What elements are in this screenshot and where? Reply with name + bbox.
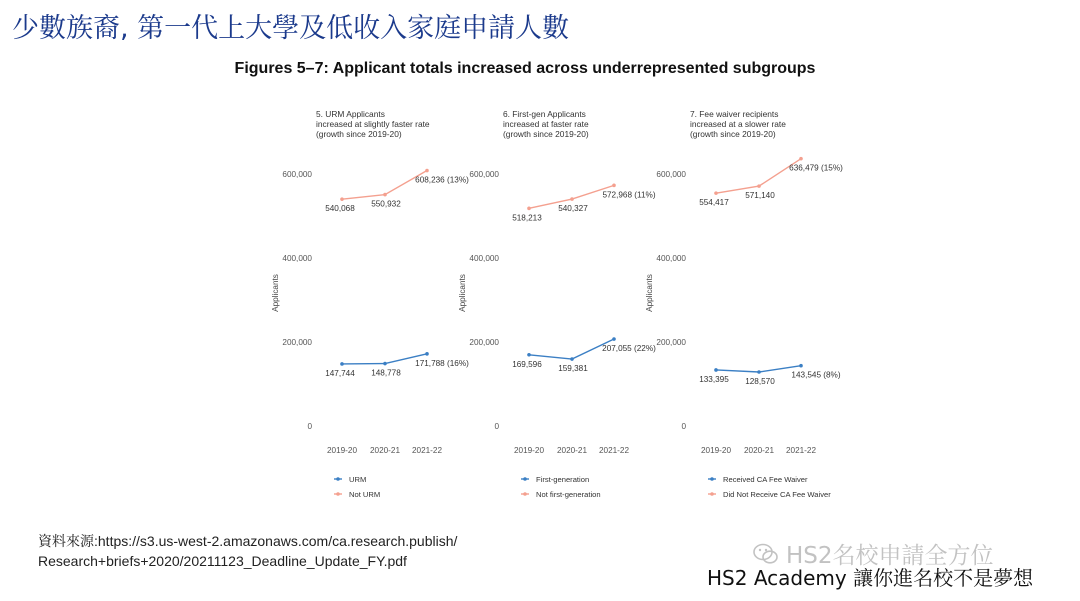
legend-label: Not URM <box>349 490 381 499</box>
data-point <box>340 362 344 366</box>
data-label: 148,778 <box>371 368 401 378</box>
source-citation <box>38 531 457 571</box>
data-point <box>425 169 429 173</box>
slide-title: 少數族裔, 第一代上大學及低收入家庭申請人數 <box>12 13 570 44</box>
y-tick-label: 200,000 <box>282 338 312 347</box>
panel-title-line: (growth since 2019-20) <box>503 129 589 139</box>
data-point <box>612 337 616 341</box>
figure-title: Figures 5–7: Applicant totals increased across underrepresented subgroups <box>234 60 816 77</box>
x-tick-label: 2020-21 <box>556 446 588 455</box>
data-point <box>383 193 387 197</box>
data-point <box>612 184 616 188</box>
source-line-1: 資料來源:https://s3.us-west-2.amazonaws.com/ca.research.publish/ <box>38 533 458 549</box>
legend-label: Received CA Fee Waiver <box>723 475 808 484</box>
legend-marker <box>710 477 714 481</box>
data-label: 171,788 (16%) <box>415 358 469 368</box>
data-point <box>799 364 803 368</box>
panel-title-line: 7. Fee waiver recipients <box>690 109 779 119</box>
x-tick-label: 2020-21 <box>369 446 401 455</box>
data-point <box>714 191 718 195</box>
y-tick-label: 600,000 <box>282 170 312 179</box>
y-tick-label: 400,000 <box>656 254 686 263</box>
y-tick-label: 0 <box>494 422 499 431</box>
legend-marker <box>523 477 527 481</box>
y-tick-label: 200,000 <box>656 338 686 347</box>
x-tick-label: 2020-21 <box>743 446 775 455</box>
y-axis-label: Applicants <box>271 274 280 312</box>
y-tick-label: 200,000 <box>469 338 499 347</box>
data-point <box>527 207 531 211</box>
y-tick-label: 0 <box>681 422 686 431</box>
source-line-2: Research+briefs+2020/20211123_Deadline_Update_FY.pdf <box>38 553 407 569</box>
data-label: 572,968 (11%) <box>602 190 656 200</box>
x-tick-label: 2019-20 <box>513 446 545 455</box>
x-tick-label: 2021-22 <box>411 446 443 455</box>
x-tick-label: 2019-20 <box>700 446 732 455</box>
x-tick-label: 2019-20 <box>326 446 358 455</box>
y-axis-label: Applicants <box>645 274 654 312</box>
data-label: 147,744 <box>325 368 355 378</box>
panel-title-line: 5. URM Applicants <box>316 109 385 119</box>
y-tick-label: 0 <box>307 422 312 431</box>
data-point <box>383 362 387 366</box>
panel-title-line: increased at faster rate <box>503 119 589 129</box>
data-point <box>425 352 429 356</box>
panel-title-line: 6. First-gen Applicants <box>503 109 586 119</box>
legend-label: Not first-generation <box>536 490 601 499</box>
y-axis-label: Applicants <box>458 274 467 312</box>
x-tick-label: 2021-22 <box>598 446 630 455</box>
data-label: 159,381 <box>558 364 588 374</box>
data-label: 608,236 (13%) <box>415 175 469 185</box>
legend-marker <box>336 492 340 496</box>
panel-title-line: increased at slightly faster rate <box>316 119 430 129</box>
data-label: 207,055 (22%) <box>602 344 656 354</box>
data-label: 133,395 <box>699 374 729 384</box>
data-label: 540,068 <box>325 204 355 214</box>
data-label: 554,417 <box>699 198 729 208</box>
panel-title-line: (growth since 2019-20) <box>690 129 776 139</box>
legend-label: First-generation <box>536 475 590 484</box>
x-tick-label: 2021-22 <box>785 446 817 455</box>
data-point <box>340 197 344 201</box>
data-point <box>757 184 761 188</box>
legend-label: URM <box>349 475 367 484</box>
data-label: 540,327 <box>558 204 588 214</box>
legend-marker <box>336 477 340 481</box>
legend-label: Did Not Receive CA Fee Waiver <box>723 490 831 499</box>
data-label: 636,479 (15%) <box>789 163 843 173</box>
brand-slogan: HS2 Academy 讓你進名校不是夢想 <box>707 566 1034 590</box>
data-point <box>570 197 574 201</box>
data-point <box>570 357 574 361</box>
legend-marker <box>710 492 714 496</box>
data-label: 518,213 <box>512 213 542 223</box>
data-label: 571,140 <box>745 191 775 201</box>
y-tick-label: 400,000 <box>469 254 499 263</box>
data-label: 550,932 <box>371 199 401 209</box>
data-point <box>714 368 718 372</box>
data-point <box>757 370 761 374</box>
y-tick-label: 600,000 <box>656 170 686 179</box>
legend-marker <box>523 492 527 496</box>
panel-title-line: (growth since 2019-20) <box>316 129 402 139</box>
data-label: 143,545 (8%) <box>791 370 841 380</box>
data-label: 169,596 <box>512 359 542 369</box>
panel-title-line: increased at a slower rate <box>690 119 786 129</box>
y-tick-label: 400,000 <box>282 254 312 263</box>
y-tick-label: 600,000 <box>469 170 499 179</box>
data-point <box>527 353 531 357</box>
data-label: 128,570 <box>745 377 775 387</box>
watermark-text: HS2名校申請全方位 <box>786 543 994 569</box>
data-point <box>799 157 803 161</box>
